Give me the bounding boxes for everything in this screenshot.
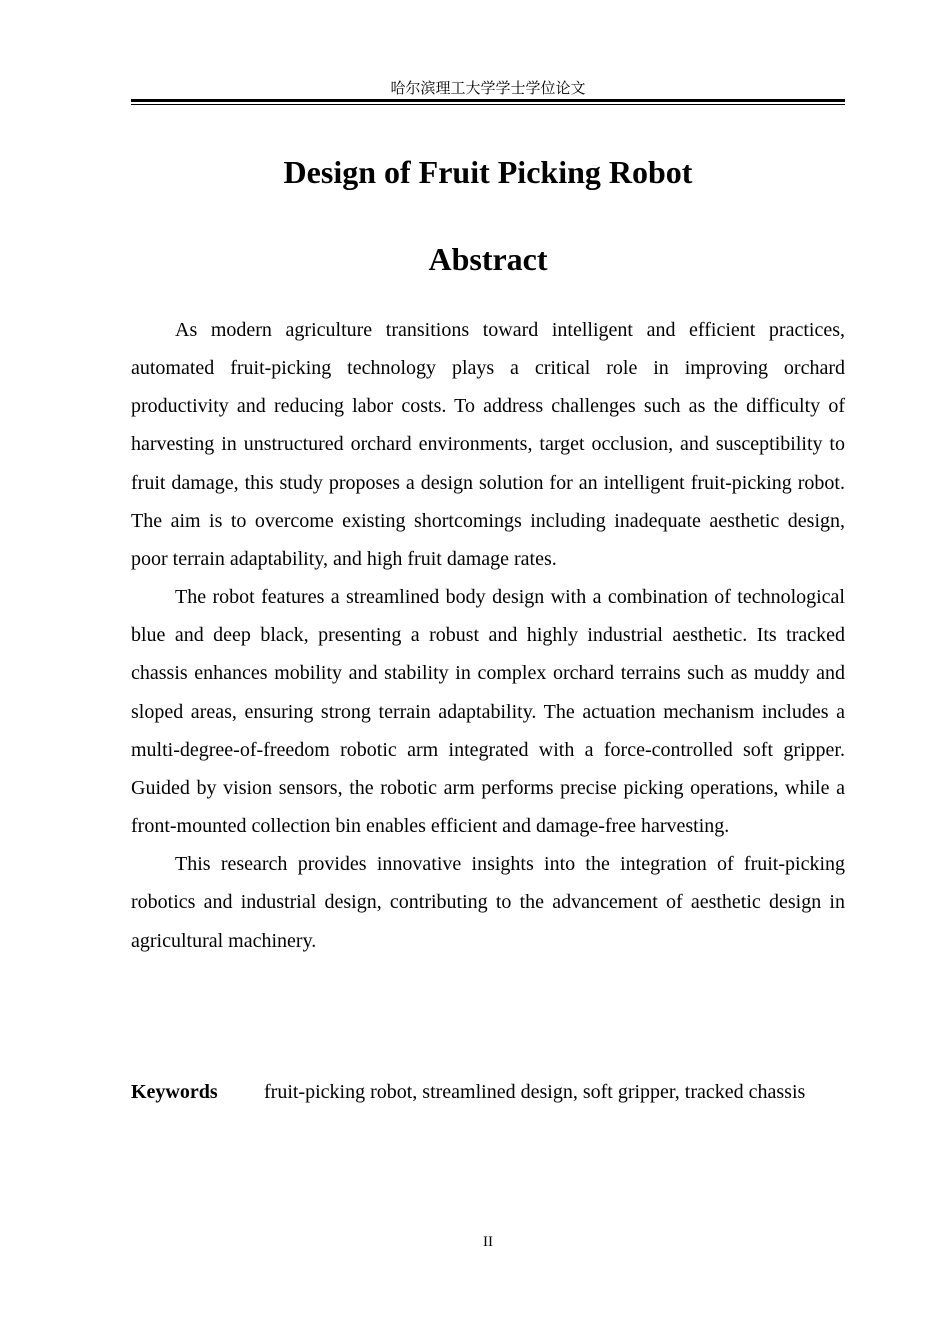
abstract-paragraph-1: As modern agriculture transitions toward intelligent and efficient practices, automated fruit-picking technology plays a critical role in improving orchard productivity and reducing labor costs. To address challenges such as the difficulty of harvesting in unstructured orchard environments, target occlusion, and susceptibility to fruit damage, this study proposes a design solution for an intelligent fruit-picking robot. The aim is to overcome existing shortcomings including inadequate aesthetic design, poor terrain adaptability, and high fruit damage rates.: [131, 319, 845, 570]
abstract-paragraph-3: This research provides innovative insights into the integration of fruit-picking robotics and industrial design, contributing to the advancement of aesthetic design in agricultural machinery.: [131, 853, 845, 952]
abstract-body: [131, 311, 845, 960]
running-header: 哈尔滨理工大学学士学位论文: [390, 79, 586, 97]
page-number: II: [483, 1234, 493, 1250]
header-rule-thick: [131, 99, 845, 102]
keywords-list: fruit-picking robot, streamlined design, soft gripper, tracked chassis: [264, 1081, 806, 1103]
abstract-paragraph-2: The robot features a streamlined body design with a combination of technological blue and deep black, presenting a robust and highly industrial aesthetic. Its tracked chassis enhances mobility and stability in complex orchard terrains such as muddy and sloped areas, ensuring strong terrain adaptability. The actuation mechanism includes a multi-degree-of-freedom robotic arm integrated with a force-controlled soft gripper. Guided by vision sensors, the robotic arm performs precise picking operations, while a front-mounted collection bin enables efficient and damage-free harvesting.: [131, 586, 845, 838]
paper-title: Design of Fruit Picking Robot: [283, 154, 693, 190]
abstract-heading: Abstract: [428, 241, 548, 277]
keywords-label: Keywords: [131, 1081, 218, 1103]
header-rule-thin: [131, 104, 845, 105]
